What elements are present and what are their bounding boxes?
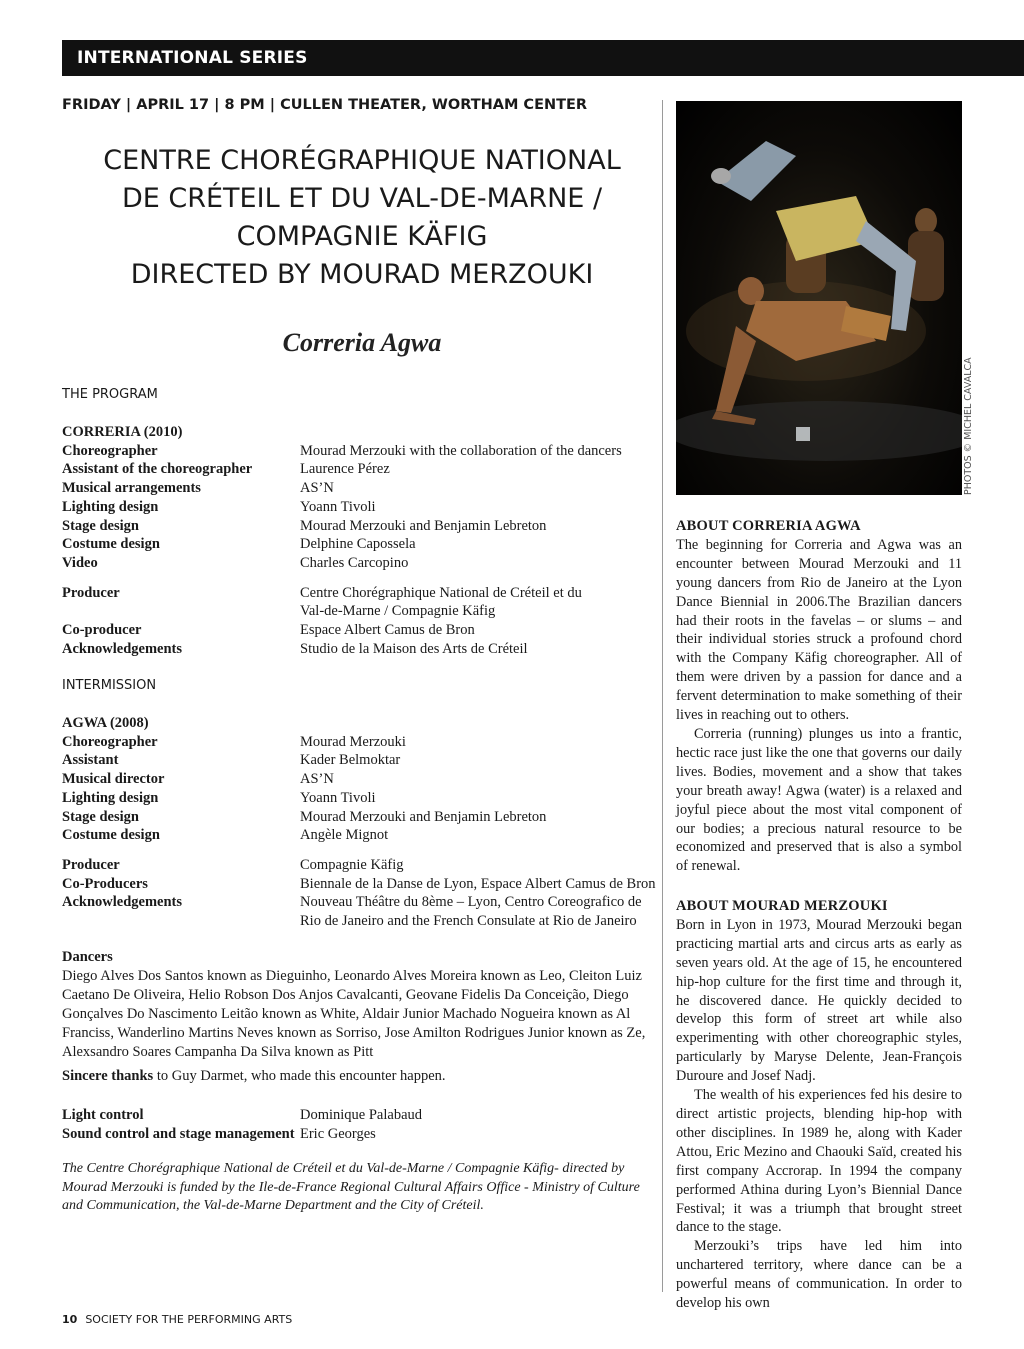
about-correria-heading: ABOUT CORRERIA AGWA [676, 518, 861, 534]
credit-role: Sound control and stage management [62, 1125, 295, 1142]
series-header-bar [62, 40, 1024, 76]
about-merzouki-heading: ABOUT MOURAD MERZOUKI [676, 898, 888, 914]
credit-name: Centre Chorégraphique National de Créteil et du Val-de-Marne / Compagnie Käfig [300, 584, 582, 620]
credit-row [62, 856, 662, 875]
program-heading: THE PROGRAM [62, 387, 158, 402]
intermission-heading: INTERMISSION [62, 678, 157, 693]
credit-row [62, 826, 662, 845]
credit-role: Assistant [62, 752, 119, 769]
credit-role: Costume design [62, 536, 160, 553]
credit-role: Video [62, 554, 98, 571]
credit-role: Musical arrangements [62, 480, 201, 497]
credit-name: Biennale de la Danse de Lyon, Espace Albert Camus de Bron [300, 875, 656, 892]
credit-name: Mourad Merzouki with the collaboration of the dancers [300, 442, 622, 459]
credit-role: Lighting design [62, 789, 159, 806]
thanks-label: Sincere thanks [62, 1068, 154, 1084]
thanks-text: to Guy Darmet, who made this encounter happen. [153, 1068, 446, 1084]
credit-row [62, 789, 662, 808]
credit-name: Charles Carcopino [300, 554, 409, 571]
credit-name: Nouveau Théâtre du 8ème – Lyon, Centro Coreografico de Rio de Janeiro and the French Consulate at Rio de Janeiro [300, 894, 642, 930]
credit-name: Yoann Tivoli [300, 498, 376, 515]
credit-name: AS’N [300, 480, 334, 497]
dancers-photo-illustration [676, 101, 962, 495]
credit-row [62, 479, 662, 498]
column-divider [662, 100, 663, 1292]
credit-row [62, 1125, 662, 1144]
credit-name: Mourad Merzouki [300, 733, 406, 750]
credit-row [62, 640, 662, 659]
about-merzouki-paragraph: Born in Lyon in 1973, Mourad Merzouki began practicing martial arts and circus arts as early as seven years old. At the age of 15, he encountered hip-hop culture for the first time and through it, he discovered dance. He quickly decided to develop this form of street art while also experimenting with other choreographic styles, particularly by Maryse Delente, Jean-François Duroure and Josef Nadj. [676, 916, 962, 1085]
credit-name: Angèle Mignot [300, 827, 389, 844]
work-title: CORRERIA (2010) [62, 424, 183, 440]
credit-row [62, 808, 662, 827]
credit-row [62, 584, 662, 621]
page-number: 10 [62, 1313, 78, 1326]
credit-role: Producer [62, 584, 120, 601]
credit-row [62, 893, 662, 930]
credit-name: AS’N [300, 771, 334, 788]
credit-role: Acknowledgements [62, 894, 183, 911]
credit-row [62, 498, 662, 517]
credit-name: Eric Georges [300, 1125, 376, 1142]
series-header: INTERNATIONAL SERIES [77, 48, 308, 68]
credit-row [62, 751, 662, 770]
about-merzouki-section [676, 897, 962, 1313]
about-correria-paragraph: The beginning for Correria and Agwa was an encounter between Mourad Merzouki and 11 young dancers from Rio de Janeiro at the Lyon Dance Biennial in 2006.The Brazilian dancers had their roots in the favelas – or slums – and their individual stories struck a profound chord with the Company Käfig choreographer. All of them were driven by a passion for dance and a fervent determination to make something of their lives in reaching out to others. [676, 536, 962, 724]
credit-name: Mourad Merzouki and Benjamin Lebreton [300, 808, 547, 825]
funding-note: The Centre Chorégraphique National de Créteil et du Val-de-Marne / Compagnie Käfig- directed by Mourad Merzouki is funded by the Ile-de-France Regional Cultural Affairs Office - Ministry of Culture and Communication, the Val-de-Marne Department and the City of Créteil. [62, 1161, 640, 1213]
credit-name: Compagnie Käfig [300, 856, 404, 873]
credit-name: Kader Belmoktar [300, 752, 401, 769]
credit-name: Yoann Tivoli [300, 789, 376, 806]
credit-name: Espace Albert Camus de Bron [300, 622, 475, 639]
credit-row [62, 733, 662, 752]
thanks-line [62, 1068, 654, 1085]
technical-credits [62, 1106, 662, 1143]
about-correria-paragraph: Correria (running) plunges us into a frantic, hectic race just like the one that governs our daily lives. Bodies, movement and a show that takes your breath away! Agwa (water) is a relaxed and joyful piece about the most vital component of our bodies; a precious natural resource to be economized and preserved that is also a symbol of renewal. [676, 725, 962, 875]
credit-role: Co-producer [62, 622, 142, 639]
credit-role: Stage design [62, 517, 139, 534]
correria-credits [62, 423, 662, 658]
agwa-credits [62, 714, 662, 931]
credit-name: Studio de la Maison des Arts de Créteil [300, 640, 528, 657]
footer-org: SOCIETY FOR THE PERFORMING ARTS [85, 1313, 293, 1326]
credit-row [62, 517, 662, 536]
dancers-list: Diego Alves Dos Santos known as Dieguinho, Leonardo Alves Moreira known as Leo, Cleiton Luiz Caetano De Oliveira, Helio Robson Dos Anjos Cavalcanti, Geovane Fidelis Da Conceição, Diego Gonçalves Do Nascimento Leitão known as White, Aldair Junior Machado Nogueira known as Al Franciss, Wanderlino Martins Neves known as Sorriso, Jose Amilton Rodrigues Junior known as Ze, Alexsandro Soares Campanha Da Silva known as Pitt [62, 968, 646, 1060]
photo-credit: PHOTOS © MICHEL CAVALCA [963, 357, 974, 495]
dancers-section [62, 948, 654, 1062]
credit-row [62, 535, 662, 554]
credit-role: Light control [62, 1107, 144, 1123]
event-details: FRIDAY | APRIL 17 | 8 PM | CULLEN THEATER, WORTHAM CENTER [62, 97, 588, 113]
work-title: AGWA (2008) [62, 715, 149, 731]
credit-role: Choreographer [62, 442, 158, 459]
credit-role: Producer [62, 856, 120, 873]
dance-photo [676, 101, 962, 495]
credit-role: Acknowledgements [62, 640, 183, 657]
credit-name: Laurence Pérez [300, 461, 390, 478]
credit-role: Costume design [62, 827, 160, 844]
title-line: DIRECTED BY MOURAD MERZOUKI [130, 259, 594, 290]
credit-name: Mourad Merzouki and Benjamin Lebreton [300, 517, 547, 534]
credit-role: Assistant of the choreographer [62, 461, 253, 478]
credit-role: Stage design [62, 808, 139, 825]
about-correria-section [676, 517, 962, 876]
credit-row [62, 1106, 662, 1125]
credit-name: Dominique Palabaud [300, 1107, 423, 1123]
credit-role: Musical director [62, 771, 165, 788]
dancers-label: Dancers [62, 949, 113, 965]
credit-row [62, 621, 662, 640]
about-merzouki-paragraph: The wealth of his experiences fed his desire to direct artistic projects, blending hip-hop with other disciplines. In 1989 he, along with Kader Attou, Eric Mezino and Chaouki Saïd, created his first company Accrorap. In 1994 the company performed Athina during Lyon’s Biennial Dance Festival; it was a triumph that brought street dance to the stage. [676, 1087, 962, 1236]
credit-row [62, 770, 662, 789]
credit-role: Lighting design [62, 498, 159, 515]
credit-row [62, 875, 662, 894]
page-title [62, 142, 662, 294]
program-subtitle: Correria Agwa [282, 328, 442, 357]
about-merzouki-paragraph: Merzouki’s trips have led him into unchartered territory, where dance can be a powerful means of communication. In order to develop his own [676, 1238, 962, 1312]
title-line: CENTRE CHORÉGRAPHIQUE NATIONAL [103, 145, 621, 176]
title-line: DE CRÉTEIL ET DU VAL-DE-MARNE / [121, 183, 603, 214]
credit-row [62, 554, 662, 573]
credit-name: Delphine Capossela [300, 536, 416, 553]
page-footer [62, 1313, 292, 1326]
credit-role: Choreographer [62, 733, 158, 750]
title-line: COMPAGNIE KÄFIG [236, 221, 488, 252]
credit-row [62, 460, 662, 479]
credit-row [62, 442, 662, 461]
credit-role: Co-Producers [62, 875, 148, 892]
